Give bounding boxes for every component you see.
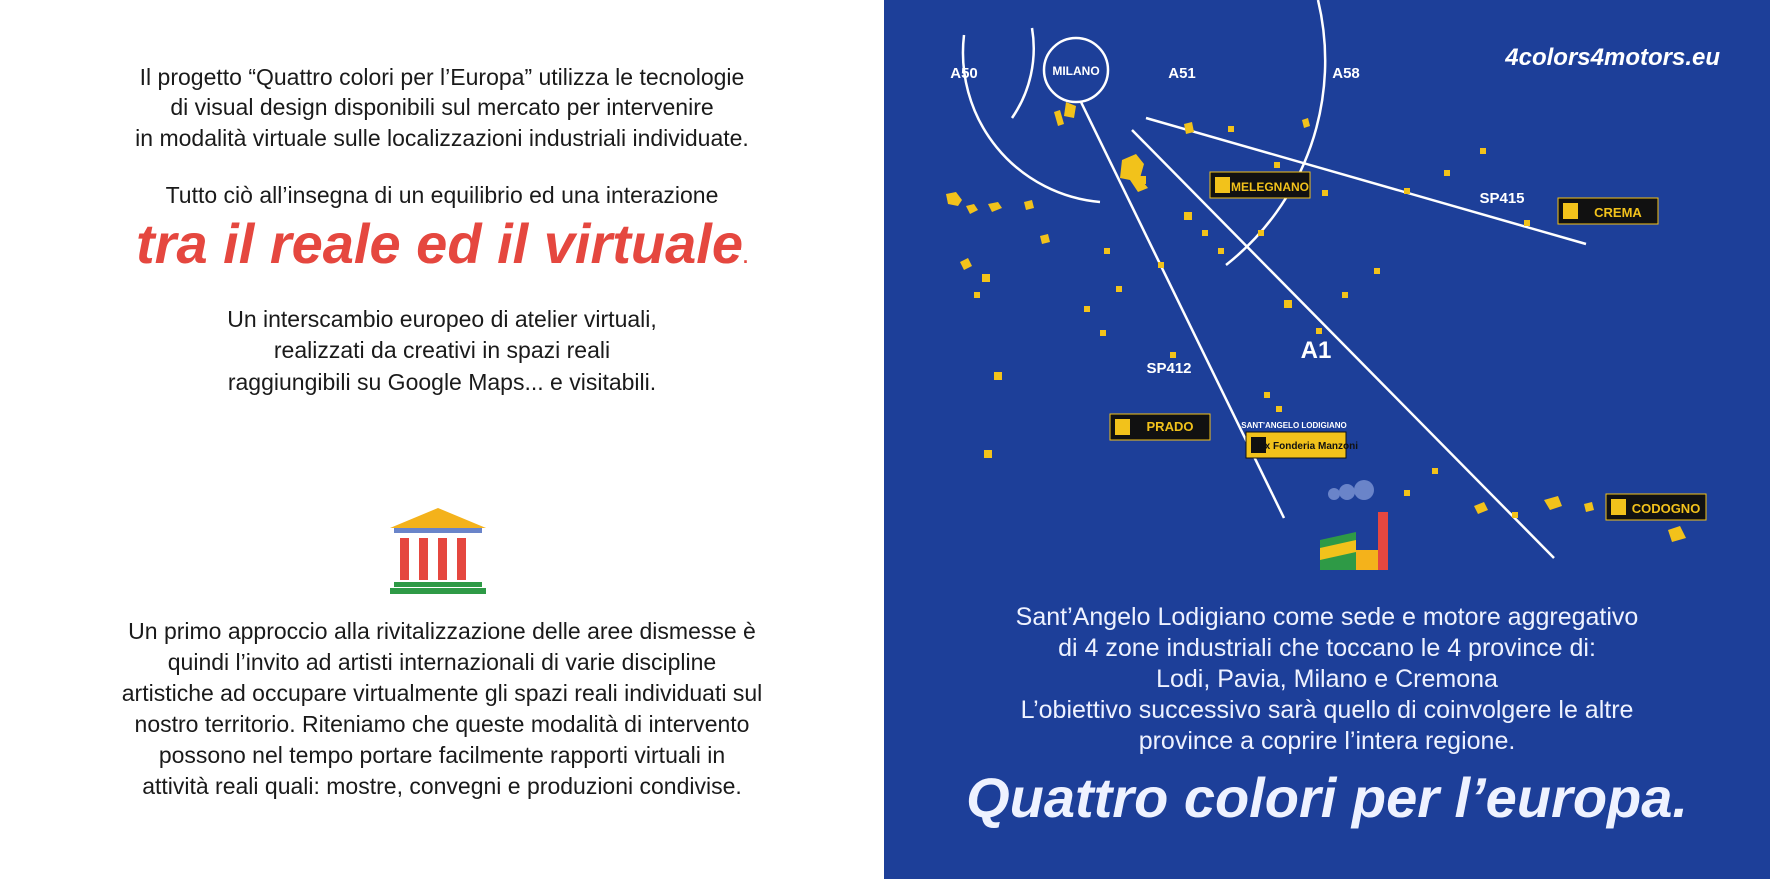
- body-line-4: L’obiettivo successivo sarà quello di coinvolgere le altre: [1020, 696, 1634, 724]
- approach-line-5: possono nel tempo portare facilmente rapporti virtuali in: [158, 742, 726, 768]
- campaign-title: Quattro colori per l’europa.: [966, 766, 1688, 829]
- road-label-a51: A51: [1168, 65, 1196, 82]
- body-line-5: province a coprire l’intera regione.: [1138, 727, 1516, 755]
- ring-road-a58: [1226, 0, 1325, 265]
- tagline-highlight-text: tra il reale ed il virtuale: [136, 212, 743, 275]
- approach-line-1: Un primo approccio alla rivitalizzazione delle aree dismesse è: [128, 618, 756, 644]
- zone-label-melegnano: MELEGNANO: [1231, 180, 1309, 194]
- zone-badge-melegnano: [1210, 172, 1310, 198]
- zone-badge-crema: [1558, 198, 1658, 224]
- zone-label-crema: CREMA: [1594, 205, 1642, 220]
- road-label-a50: A50: [950, 65, 978, 82]
- zone-label-santangelo: Ex Fonderia Manzoni: [1257, 441, 1359, 452]
- approach-line-4: nostro territorio. Riteniamo che queste modalità di intervento: [134, 711, 750, 737]
- zone-caption-santangelo: SANT'ANGELO LODIGIANO: [1241, 421, 1347, 430]
- tagline-dot: .: [742, 247, 748, 267]
- body-line-3: Lodi, Pavia, Milano e Cremona: [1156, 665, 1498, 693]
- zone-label-prado: PRADO: [1146, 419, 1194, 434]
- zone-badge-santangelo: [1241, 421, 1358, 458]
- road-label-a58: A58: [1332, 65, 1360, 82]
- territory-map: [884, 0, 1770, 600]
- milano-label: MILANO: [1052, 64, 1100, 78]
- body-line-2: di 4 zone industriali che toccano le 4 province di:: [1058, 634, 1596, 662]
- road-label-a1: A1: [1300, 337, 1332, 364]
- road-label-sp415: SP415: [1479, 190, 1525, 207]
- zone-badge-prado: [1110, 414, 1210, 440]
- left-panel: [0, 0, 884, 879]
- ring-road-a51: [1012, 28, 1034, 118]
- intro-line-3: in modalità virtuale sulle localizzazioni industriali individuate.: [135, 125, 749, 151]
- body-line-1: Sant’Angelo Lodigiano come sede e motore aggregativo: [1015, 603, 1639, 631]
- zone-label-codogno: CODOGNO: [1631, 501, 1701, 516]
- museum-building-icon: [388, 506, 488, 596]
- zone-badge-codogno: [1606, 494, 1706, 520]
- exchange-line-2: realizzati da creativi in spazi reali: [273, 337, 611, 363]
- right-panel: [884, 0, 1770, 879]
- tagline-highlight: [0, 214, 884, 287]
- exchange-line-1: Un interscambio europeo di atelier virtuali,: [227, 306, 657, 332]
- intro-line-2: di visual design disponibili sul mercato per intervenire: [170, 94, 714, 120]
- tagline-lead: Tutto ciò all’insegna di un equilibrio ed una interazione: [165, 182, 719, 208]
- road-label-sp412: SP412: [1146, 360, 1192, 377]
- exchange-line-3: raggiungibili su Google Maps... e visitabili.: [227, 369, 657, 395]
- intro-line-1: Il progetto “Quattro colori per l’Europa” utilizza le tecnologie: [139, 64, 745, 90]
- factory-logo-icon: [1320, 480, 1388, 570]
- approach-line-2: quindi l’invito ad artisti internazionali di varie discipline: [167, 649, 717, 675]
- website-url[interactable]: 4colors4motors.eu: [1505, 44, 1720, 71]
- approach-line-6: attività reali quali: mostre, convegni e produzioni condivise.: [142, 773, 742, 799]
- approach-line-3: artistiche ad occupare virtualmente gli spazi reali individuati sul: [121, 680, 763, 706]
